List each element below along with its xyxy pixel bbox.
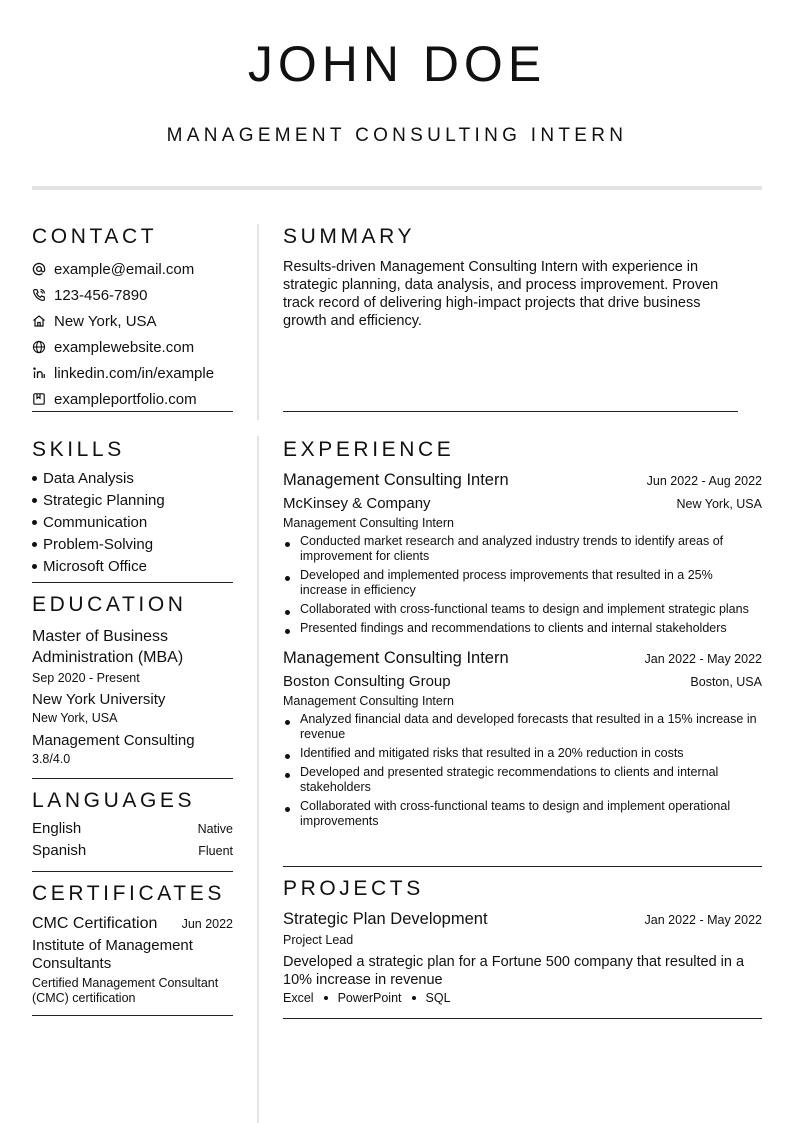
certificate-issuer: Institute of Management Consultants <box>32 937 193 972</box>
project-role: Project Lead <box>283 933 354 947</box>
skills-divider <box>32 582 233 583</box>
project-tools <box>283 991 762 1005</box>
language-name: English <box>32 820 82 837</box>
project-dates: Jan 2022 - May 2022 <box>644 913 762 927</box>
projects-divider <box>283 1018 762 1019</box>
job-header <box>283 469 762 491</box>
education-degree: Master of Business Administration (MBA) <box>32 628 184 666</box>
bullet-dot <box>32 542 37 547</box>
experience-title: EXPERIENCE <box>283 438 455 461</box>
job-subtitle: Management Consulting Intern <box>283 694 454 708</box>
projects-title: PROJECTS <box>283 877 424 900</box>
job-bullet: Collaborated with cross-functional teams to design and implement operational improvements <box>283 799 762 829</box>
certificates-section <box>32 881 233 1006</box>
experience-divider <box>283 866 762 867</box>
tool-tag: Excel <box>283 991 314 1005</box>
header-divider <box>32 186 762 190</box>
job-bullets <box>283 712 762 829</box>
job-company-row <box>283 671 762 693</box>
tool-tag: SQL <box>425 991 451 1005</box>
job-company-row <box>283 493 762 515</box>
contact-list <box>32 256 233 412</box>
certificates-title: CERTIFICATES <box>32 882 225 905</box>
job-bullet: Presented findings and recommendations to clients and internal stakeholders <box>283 621 762 636</box>
contact-title: CONTACT <box>32 225 158 248</box>
tool-tag: PowerPoint <box>337 991 402 1005</box>
contact-location <box>32 308 233 334</box>
job-bullet: Analyzed financial data and developed forecasts that resulted in a 15% increase in revenue <box>283 712 762 742</box>
job-subtitle: Management Consulting Intern <box>283 516 454 530</box>
linkedin-icon <box>32 366 46 380</box>
project-header <box>283 908 762 930</box>
contact-section <box>32 224 233 412</box>
language-name: Spanish <box>32 842 87 859</box>
project-name: Strategic Plan Development <box>283 910 488 928</box>
job-company: McKinsey & Company <box>283 495 431 512</box>
column-divider-top <box>257 224 259 420</box>
skill-item <box>32 468 233 490</box>
contact-text: 123-456-7890 <box>54 286 148 304</box>
job-title: Management Consulting Intern <box>283 649 509 667</box>
contact-text: linkedin.com/in/example <box>54 364 215 382</box>
education-school: New York University <box>32 691 166 708</box>
skill-label: Communication <box>43 514 148 531</box>
skills-title: SKILLS <box>32 438 125 461</box>
summary-section <box>283 224 738 330</box>
contact-portfolio[interactable] <box>32 386 233 412</box>
certificate-date: Jun 2022 <box>181 917 233 931</box>
education-gpa: 3.8/4.0 <box>32 752 71 766</box>
education-dates: Sep 2020 - Present <box>32 671 140 685</box>
skill-label: Data Analysis <box>43 470 134 487</box>
contact-phone[interactable] <box>32 282 233 308</box>
contact-website[interactable] <box>32 334 233 360</box>
job-title: Management Consulting Intern <box>283 471 509 489</box>
contact-text: example@email.com <box>54 260 195 278</box>
project-description: Developed a strategic plan for a Fortune 500 company that resulted in a 10% increase in revenue <box>283 954 745 988</box>
candidate-name: JOHN DOE <box>247 36 547 92</box>
education-divider <box>32 778 233 779</box>
job-entry <box>283 469 762 636</box>
projects-section <box>283 876 762 1005</box>
bullet-dot <box>32 520 37 525</box>
job-header <box>283 647 762 669</box>
language-level: Native <box>197 822 233 836</box>
contact-text: exampleportfolio.com <box>54 390 197 408</box>
languages-section <box>32 788 233 864</box>
certificate-name: CMC Certification <box>32 915 158 932</box>
skill-label: Microsoft Office <box>43 558 147 575</box>
column-divider-bottom <box>257 436 259 1123</box>
skill-item <box>32 512 233 534</box>
portfolio-icon <box>32 392 46 406</box>
candidate-role: MANAGEMENT CONSULTING INTERN <box>166 125 628 146</box>
education-title: EDUCATION <box>32 593 187 616</box>
education-location: New York, USA <box>32 711 118 725</box>
skill-item <box>32 490 233 512</box>
education-field: Management Consulting <box>32 732 195 749</box>
skill-item <box>32 534 233 556</box>
skills-list <box>32 468 233 578</box>
experience-section <box>283 437 762 833</box>
job-bullet: Developed and presented strategic recommendations to clients and internal stakeholders <box>283 765 762 795</box>
languages-title: LANGUAGES <box>32 789 196 812</box>
summary-text: Results-driven Management Consulting Intern with experience in strategic planning, data analysis, and process improvement. Proven track record of delivering high-impact projects that drive business growth and efficiency. <box>283 259 719 329</box>
job-dates: Jan 2022 - May 2022 <box>644 652 762 666</box>
language-row <box>32 842 233 864</box>
job-location: New York, USA <box>676 497 762 511</box>
education-section <box>32 592 233 767</box>
languages-list <box>32 820 233 864</box>
summary-title: SUMMARY <box>283 225 416 248</box>
languages-divider <box>32 871 233 872</box>
job-dates: Jun 2022 - Aug 2022 <box>646 474 762 488</box>
job-entry <box>283 647 762 829</box>
certificate-description: Certified Management Consultant (CMC) certification <box>32 976 219 1005</box>
certificate-header <box>32 913 233 935</box>
skill-label: Problem-Solving <box>43 536 154 553</box>
bullet-dot <box>32 476 37 481</box>
separator-dot <box>324 996 328 1000</box>
contact-email[interactable] <box>32 256 233 282</box>
job-company: Boston Consulting Group <box>283 673 451 690</box>
skills-section <box>32 437 233 578</box>
job-bullet: Identified and mitigated risks that resulted in a 20% reduction in costs <box>283 746 762 761</box>
globe-icon <box>32 340 46 354</box>
separator-dot <box>412 996 416 1000</box>
bullet-dot <box>32 564 37 569</box>
contact-text: New York, USA <box>54 312 157 330</box>
job-bullets <box>283 534 762 636</box>
contact-linkedin[interactable] <box>32 360 233 386</box>
job-location: Boston, USA <box>690 675 762 689</box>
summary-divider <box>283 411 738 412</box>
job-bullet: Collaborated with cross-functional teams to design and implement strategic plans <box>283 602 762 617</box>
phone-icon <box>32 288 46 302</box>
bullet-dot <box>32 498 37 503</box>
at-icon <box>32 262 46 276</box>
job-bullet: Developed and implemented process improvements that resulted in a 25% increase in efficiency <box>283 568 762 598</box>
job-bullet: Conducted market research and analyzed industry trends to identify areas of improvement for clients <box>283 534 762 564</box>
language-row <box>32 820 233 842</box>
contact-text: examplewebsite.com <box>54 338 195 356</box>
skill-label: Strategic Planning <box>43 492 165 509</box>
contact-divider <box>32 411 233 412</box>
home-icon <box>32 314 46 328</box>
certificates-divider <box>32 1015 233 1016</box>
skill-item <box>32 556 233 578</box>
language-level: Fluent <box>198 844 233 858</box>
